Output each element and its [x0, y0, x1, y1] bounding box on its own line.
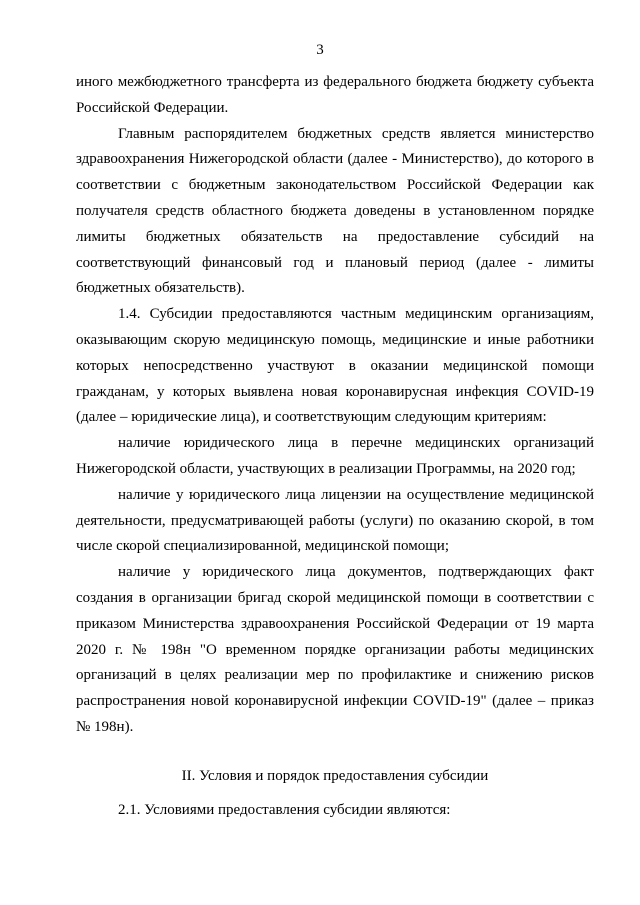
paragraph-1-4-subsidies: 1.4. Субсидии предоставляются частным медицинским организациям, оказывающим скорую медицинскую помощь, медицинские и иные работники которых непосредственно участвуют в оказании медицинской помощи гражданам, у которых выявлена новая коронавирусная инфекция COVID-19 (далее – юридические лица), и соответствующим следующим критериям: — [76, 306, 594, 426]
paragraph-budget-manager: Главным распорядителем бюджетных средств является министерство здравоохранения Нижегородской области (далее - Министерство), до которого в соответствии с бюджетным законодательством Российской Федерации как получателя средств областного бюджета доведены в установленном порядке лимиты бюджетных обязательств на предоставление субсидий на соответствующий финансовый год и плановый период (далее - лимиты бюджетных обязательств). — [76, 125, 594, 297]
criterion-documents: наличие у юридического лица документов, подтверждающих факт создания в организации бригад скорой медицинской помощи в соответствии с приказом Министерства здравоохранения Российской Федерации от 19 марта 2020 г. № 198н "О временном порядке организации работы медицинских организаций в целях реализации мер по профилактике и снижению рисков распространения новой коронавирусной инфекции COVID-19" (далее – приказ № 198н). — [76, 564, 594, 735]
section-title: II. Условия и порядок предоставления субсидии — [181, 767, 489, 784]
criterion-program-list: наличие юридического лица в перечне медицинских организаций Нижегородской области, участвующих в реализации Программы, на 2020 год; — [76, 435, 594, 477]
page-number: 3 — [316, 42, 324, 58]
criterion-license: наличие у юридического лица лицензии на осуществление медицинской деятельности, предусматривающей работы (услуги) по оказанию скорой, в том числе скорой специализированной, медицинской помощи; — [76, 486, 594, 555]
paragraph-2-1-conditions: 2.1. Условиями предоставления субсидии являются: — [118, 801, 451, 818]
paragraph-continuation: иного межбюджетного трансферта из федерального бюджета бюджету субъекта Российской Федерации. — [76, 74, 594, 116]
document-body — [76, 70, 594, 823]
